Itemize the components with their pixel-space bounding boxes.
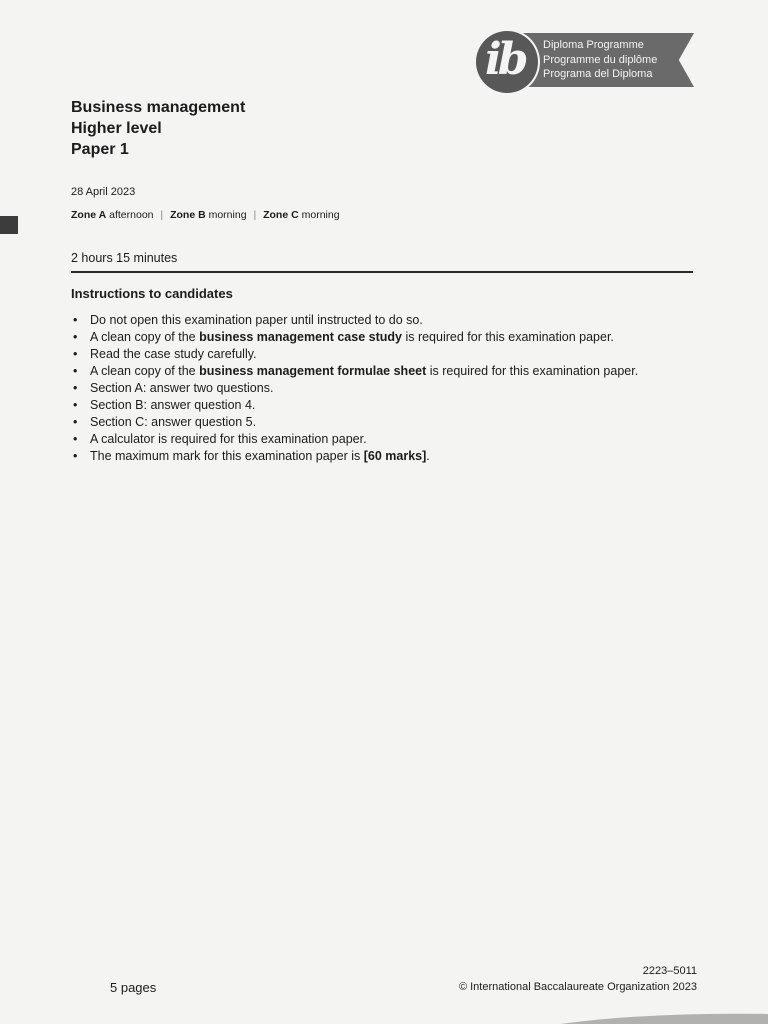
instruction-item: • A clean copy of the business management case study is required for this examination paper.	[71, 329, 691, 346]
logo-line-en: Diploma Programme	[543, 39, 644, 51]
instruction-item: • Do not open this examination paper until instructed to do so.	[71, 312, 691, 329]
zone-a-label: Zone A	[71, 209, 107, 221]
instructions-list	[71, 312, 691, 465]
registration-mark	[0, 216, 18, 234]
instruction-item: • Read the case study carefully.	[71, 346, 691, 363]
logo-text	[543, 38, 657, 82]
logo-letters: ib	[485, 34, 525, 85]
zone-times	[71, 209, 340, 221]
zone-a-time: afternoon	[109, 209, 154, 221]
page-edge-shadow	[560, 1010, 768, 1024]
logo-line-fr: Programme du diplôme	[543, 53, 658, 66]
instruction-item: • Section B: answer question 4.	[71, 397, 691, 414]
page-count: 5 pages	[110, 980, 157, 995]
ib-logo	[476, 31, 694, 93]
zone-c-label: Zone C	[263, 209, 299, 221]
instruction-item: • Section A: answer two questions.	[71, 380, 691, 397]
subject-title: Business management	[71, 99, 246, 116]
paper-code: 2223–5011	[642, 965, 697, 977]
instruction-item: • A calculator is required for this examination paper.	[71, 431, 691, 448]
divider	[71, 271, 693, 273]
exam-title	[71, 97, 245, 160]
logo-line-es: Programa del Diploma	[543, 68, 653, 80]
instructions-heading: Instructions to candidates	[71, 286, 233, 301]
instruction-item: • Section C: answer question 5.	[71, 414, 691, 431]
instruction-item: • A clean copy of the business management formulae sheet is required for this examination paper.	[71, 363, 691, 380]
zone-separator: |	[160, 209, 164, 221]
copyright: © International Baccalaureate Organization 2023	[458, 981, 697, 993]
zone-b-time: morning	[208, 209, 247, 221]
paper-title: Paper 1	[71, 141, 129, 158]
instruction-item: • The maximum mark for this examination paper is [60 marks].	[71, 448, 691, 465]
zone-b-label: Zone B	[170, 209, 206, 221]
exam-duration: 2 hours 15 minutes	[71, 251, 178, 265]
ib-logo-icon	[476, 31, 538, 93]
level-title: Higher level	[71, 120, 162, 137]
zone-separator: |	[253, 209, 257, 221]
exam-date: 28 April 2023	[71, 186, 136, 198]
zone-c-time: morning	[301, 209, 340, 221]
